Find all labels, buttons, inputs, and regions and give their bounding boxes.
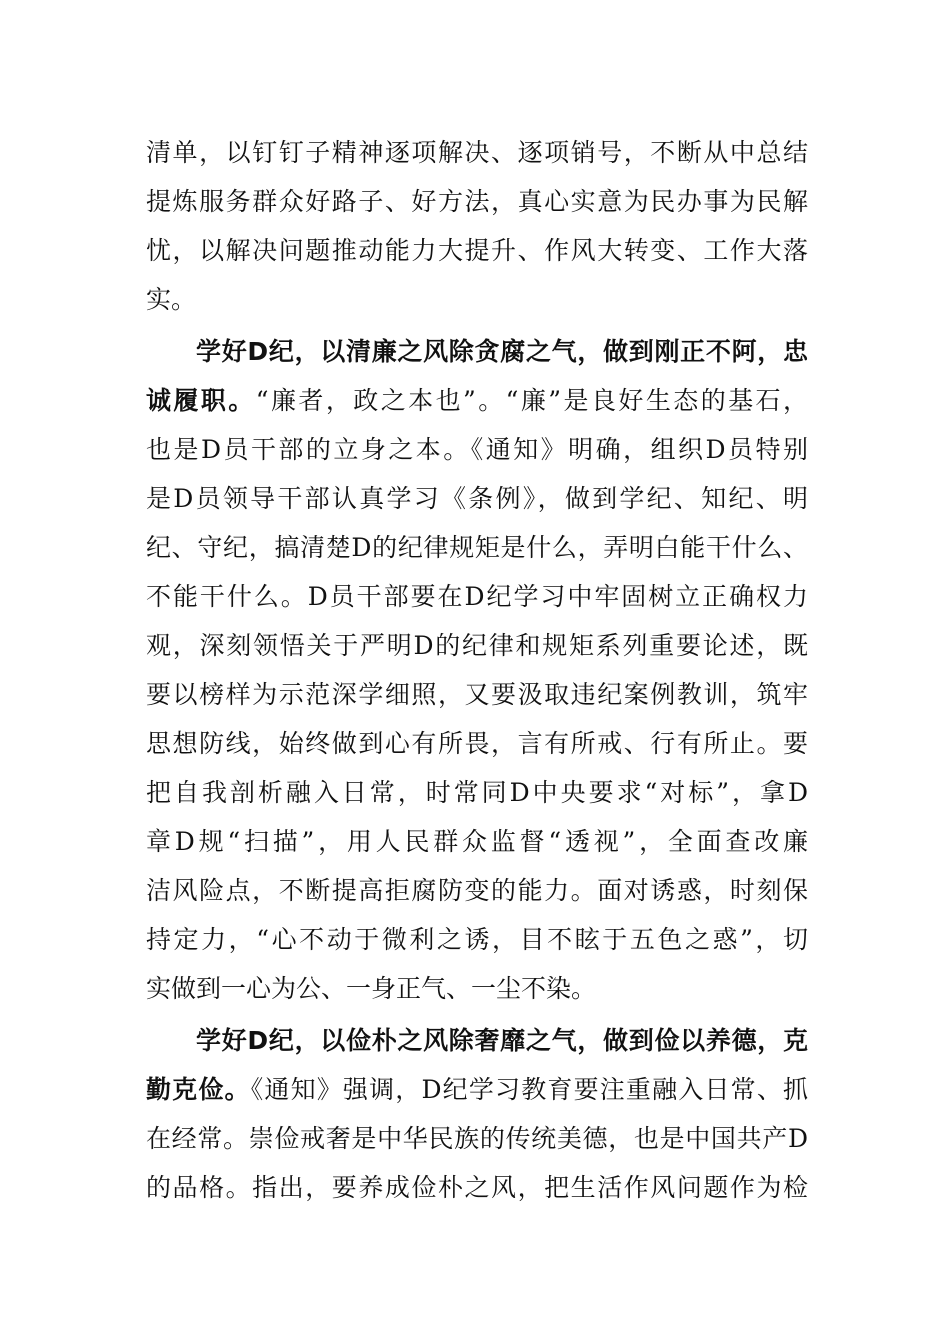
section-heading: 学好D纪，以清廉之风除贪腐之气，做到刚正不阿，忠 [196, 337, 808, 366]
section-heading-line [196, 335, 808, 369]
line-text: 观，深刻领悟关于严明D的纪律和规矩系列重要论述，既 [146, 631, 808, 660]
body-line [146, 234, 808, 268]
section-heading: 勤克俭。 [146, 1075, 251, 1104]
line-text: “廉者，政之本也”。“廉”是良好生态的基石， [255, 386, 808, 415]
section-heading: 诚履职。 [146, 386, 256, 415]
body-line [146, 727, 808, 761]
line-text: 不能干什么。D员干部要在D纪学习中牢固树立正确权力 [146, 582, 808, 611]
line-text: 纪、守纪，搞清楚D的纪律规矩是什么，弄明白能干什么、 [146, 533, 808, 562]
body-line [146, 531, 808, 565]
line-text: 清单，以钉钉子精神逐项解决、逐项销号，不断从中总结 [146, 138, 808, 167]
line-text: 要以榜样为示范深学细照，又要汲取违纪案例教训，筑牢 [146, 680, 808, 709]
line-text: 提炼服务群众好路子、好方法，真心实意为民办事为民解 [146, 187, 808, 216]
section-heading-line [196, 1024, 808, 1058]
body-line [146, 874, 808, 908]
line-text: 洁风险点，不断提高拒腐防变的能力。面对诱惑，时刻保 [146, 876, 808, 905]
line-text: 在经常。崇俭戒奢是中华民族的传统美德，也是中国共产D [146, 1124, 808, 1153]
body-line [146, 825, 808, 859]
body-line [146, 923, 808, 957]
line-text: 把自我剖析融入日常，时常同D中央要求“对标”，拿D [146, 778, 808, 807]
body-line [146, 384, 808, 418]
line-text: 的品格。指出，要养成俭朴之风，把生活作风问题作为检 [146, 1173, 808, 1202]
body-line [146, 482, 808, 516]
body-line [146, 1122, 808, 1156]
body-line [146, 580, 808, 614]
body-line [146, 136, 808, 170]
line-text: 实做到一心为公、一身正气、一尘不染。 [146, 974, 597, 1003]
body-line [146, 776, 808, 810]
line-text: 是D员领导干部认真学习《条例》，做到学纪、知纪、明 [146, 484, 808, 513]
body-line [146, 185, 808, 219]
body-line [146, 678, 808, 712]
line-text: 也是D员干部的立身之本。《通知》明确，组织D员特别 [146, 435, 808, 464]
body-line [146, 1171, 808, 1205]
line-text: 章D规“扫描”，用人民群众监督“透视”，全面查改廉 [146, 827, 808, 856]
line-text: 思想防线，始终做到心有所畏，言有所戒、行有所止。要 [146, 729, 808, 758]
body-line [146, 972, 808, 1006]
line-text: 持定力，“心不动于微利之诱，目不眩于五色之惑”，切 [146, 925, 808, 954]
body-line [146, 629, 808, 663]
body-line [146, 283, 808, 317]
body-line [146, 433, 808, 467]
line-text: 《通知》强调，D纪学习教育要注重融入日常、抓 [250, 1075, 808, 1104]
body-line [146, 1073, 808, 1107]
line-text: 实。 [146, 285, 197, 314]
line-text: 忧，以解决问题推动能力大提升、作风大转变、工作大落 [146, 236, 808, 265]
section-heading: 学好D纪，以俭朴之风除奢靡之气，做到俭以养德，克 [196, 1026, 808, 1055]
